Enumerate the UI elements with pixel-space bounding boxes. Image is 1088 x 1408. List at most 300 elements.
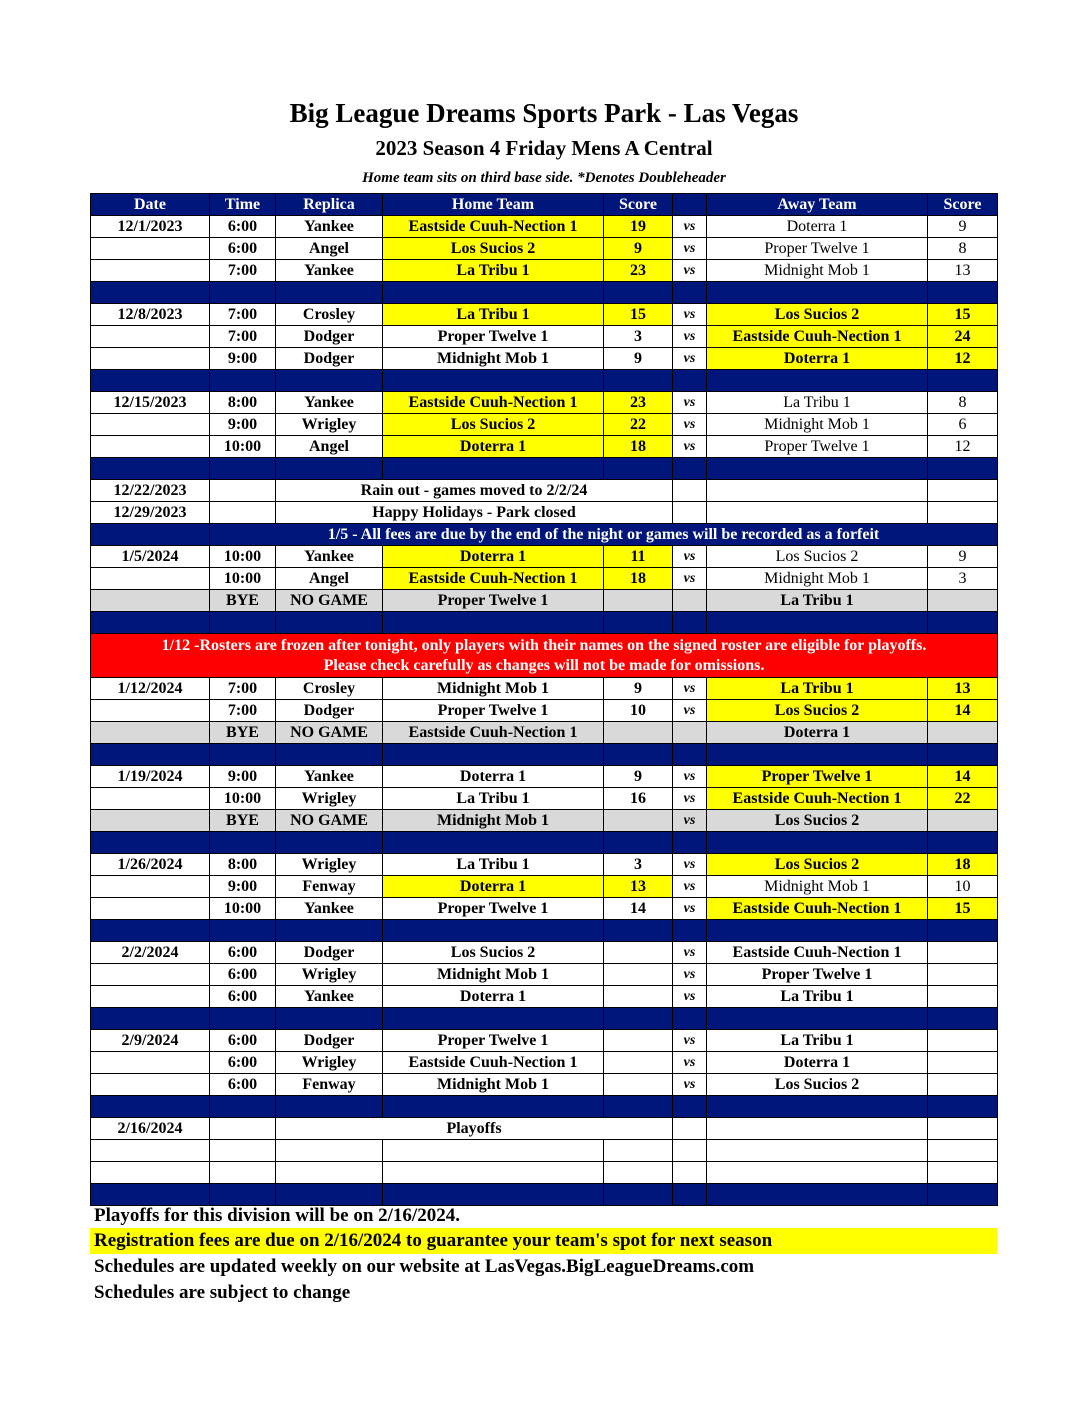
away-team-cell: Los Sucios 2 [707, 854, 928, 876]
away-team-cell: Doterra 1 [707, 1052, 928, 1074]
date-cell [91, 590, 210, 612]
separator-cell [673, 1096, 707, 1118]
away-score-cell [928, 722, 998, 744]
blank-row [91, 1140, 998, 1162]
blank-cell [276, 1140, 383, 1162]
away-score-cell [928, 590, 998, 612]
separator-cell [276, 1008, 383, 1030]
game-row [91, 436, 998, 458]
away-team-cell: La Tribu 1 [707, 986, 928, 1008]
vs-cell: vs [673, 546, 707, 568]
separator-cell [276, 832, 383, 854]
game-row [91, 414, 998, 436]
time-cell: 7:00 [210, 678, 276, 700]
home-score-cell: 10 [604, 700, 673, 722]
game-row [91, 238, 998, 260]
separator-cell [210, 1008, 276, 1030]
home-team-cell: Midnight Mob 1 [383, 678, 604, 700]
separator-cell [707, 458, 928, 480]
date-cell [91, 436, 210, 458]
vs-cell: vs [673, 1074, 707, 1096]
away-team-cell: Los Sucios 2 [707, 1074, 928, 1096]
separator-cell [673, 612, 707, 634]
away-score-cell [928, 502, 998, 524]
home-score-cell [604, 986, 673, 1008]
separator-cell [928, 282, 998, 304]
time-cell: BYE [210, 810, 276, 832]
field-cell: Angel [276, 436, 383, 458]
separator-cell [276, 370, 383, 392]
game-row [91, 678, 998, 700]
game-row [91, 546, 998, 568]
blank-cell [928, 1140, 998, 1162]
game-row [91, 766, 998, 788]
week-separator [91, 1008, 998, 1030]
message-cell: Playoffs [276, 1118, 673, 1140]
game-row [91, 326, 998, 348]
footer-registration: Registration fees are due on 2/16/2024 to guarantee your team's spot for next season [90, 1228, 997, 1254]
field-cell: Yankee [276, 392, 383, 414]
field-cell: Yankee [276, 766, 383, 788]
time-cell: 6:00 [210, 238, 276, 260]
col-home-score: Score [604, 194, 673, 216]
field-cell: Dodger [276, 326, 383, 348]
home-team-cell: Proper Twelve 1 [383, 1030, 604, 1052]
away-team-cell: Midnight Mob 1 [707, 876, 928, 898]
separator-cell [673, 458, 707, 480]
blank-cell [673, 1162, 707, 1184]
rainout-row [91, 480, 998, 502]
game-row [91, 986, 998, 1008]
away-team-cell: Doterra 1 [707, 722, 928, 744]
time-cell: 7:00 [210, 260, 276, 282]
vs-cell: vs [673, 788, 707, 810]
week-separator [91, 744, 998, 766]
separator-cell [673, 832, 707, 854]
home-score-cell: 3 [604, 854, 673, 876]
col-home-team: Home Team [383, 194, 604, 216]
home-team-cell: La Tribu 1 [383, 788, 604, 810]
home-score-cell: 18 [604, 436, 673, 458]
separator-cell [673, 282, 707, 304]
away-score-cell [928, 1074, 998, 1096]
away-score-cell [928, 1052, 998, 1074]
away-score-cell: 15 [928, 304, 998, 326]
vs-cell: vs [673, 810, 707, 832]
field-cell: Wrigley [276, 854, 383, 876]
game-row [91, 964, 998, 986]
vs-cell: vs [673, 260, 707, 282]
field-cell: Dodger [276, 942, 383, 964]
home-team-cell: Doterra 1 [383, 436, 604, 458]
date-cell: 1/26/2024 [91, 854, 210, 876]
game-row [91, 568, 998, 590]
separator-cell [707, 282, 928, 304]
time-cell: 6:00 [210, 1052, 276, 1074]
time-cell: 7:00 [210, 326, 276, 348]
away-score-cell: 8 [928, 392, 998, 414]
away-score-cell [928, 810, 998, 832]
separator-cell [210, 612, 276, 634]
time-cell: BYE [210, 722, 276, 744]
time-cell: 10:00 [210, 436, 276, 458]
separator-cell [91, 1008, 210, 1030]
game-row [91, 700, 998, 722]
away-score-cell: 12 [928, 436, 998, 458]
separator-cell [604, 458, 673, 480]
away-score-cell [928, 1030, 998, 1052]
away-team-cell: Midnight Mob 1 [707, 568, 928, 590]
week-separator [91, 920, 998, 942]
away-team-cell: Los Sucios 2 [707, 810, 928, 832]
time-cell: 7:00 [210, 700, 276, 722]
separator-cell [604, 920, 673, 942]
game-row [91, 392, 998, 414]
home-team-cell: Los Sucios 2 [383, 414, 604, 436]
time-cell: 10:00 [210, 568, 276, 590]
away-team-cell [707, 480, 928, 502]
page-title: Big League Dreams Sports Park - Las Vegas [289, 98, 799, 128]
separator-cell [604, 744, 673, 766]
home-team-cell: Los Sucios 2 [383, 238, 604, 260]
separator-cell [383, 920, 604, 942]
vs-cell: vs [673, 766, 707, 788]
separator-cell [707, 744, 928, 766]
page-subtitle: 2023 Season 4 Friday Mens A Central [375, 136, 713, 160]
home-team-cell: Midnight Mob 1 [383, 348, 604, 370]
doubleheader-note: Home team sits on third base side. *Denotes Doubleheader [362, 170, 726, 186]
date-cell: 1/19/2024 [91, 766, 210, 788]
time-cell: 6:00 [210, 986, 276, 1008]
away-team-cell: Eastside Cuuh-Nection 1 [707, 942, 928, 964]
roster-notice-line2: Please check carefully as changes will not be made for omissions. [323, 656, 765, 674]
col-vs [673, 194, 707, 216]
game-row [91, 1052, 998, 1074]
vs-cell: vs [673, 392, 707, 414]
home-score-cell [604, 942, 673, 964]
away-score-cell: 9 [928, 546, 998, 568]
field-cell: Wrigley [276, 414, 383, 436]
date-cell [91, 898, 210, 920]
separator-cell [604, 1008, 673, 1030]
date-cell: 12/29/2023 [91, 502, 210, 524]
message-cell: Rain out - games moved to 2/2/24 [276, 480, 673, 502]
away-score-cell: 18 [928, 854, 998, 876]
game-row [91, 1030, 998, 1052]
vs-cell: vs [673, 964, 707, 986]
game-row [91, 942, 998, 964]
separator-cell [383, 1008, 604, 1030]
away-team-cell: Midnight Mob 1 [707, 260, 928, 282]
home-team-cell: Midnight Mob 1 [383, 964, 604, 986]
blank-cell [673, 1140, 707, 1162]
home-score-cell: 11 [604, 546, 673, 568]
away-team-cell: La Tribu 1 [707, 1030, 928, 1052]
vs-cell: vs [673, 678, 707, 700]
away-score-cell: 6 [928, 414, 998, 436]
home-score-cell: 9 [604, 678, 673, 700]
field-cell: NO GAME [276, 722, 383, 744]
away-team-cell: Los Sucios 2 [707, 304, 928, 326]
away-team-cell: Los Sucios 2 [707, 700, 928, 722]
date-cell [91, 260, 210, 282]
away-team-cell: Eastside Cuuh-Nection 1 [707, 898, 928, 920]
blank-cell [383, 1162, 604, 1184]
blank-cell [928, 1162, 998, 1184]
separator-cell [928, 744, 998, 766]
away-team-cell: La Tribu 1 [707, 392, 928, 414]
away-team-cell: La Tribu 1 [707, 678, 928, 700]
blank-cell [383, 1140, 604, 1162]
time-cell: 8:00 [210, 854, 276, 876]
home-team-cell: La Tribu 1 [383, 854, 604, 876]
away-score-cell [928, 1118, 998, 1140]
date-cell [91, 700, 210, 722]
away-team-cell: Eastside Cuuh-Nection 1 [707, 326, 928, 348]
game-row [91, 854, 998, 876]
home-score-cell [604, 1074, 673, 1096]
date-cell: 1/12/2024 [91, 678, 210, 700]
blank-cell [91, 1162, 210, 1184]
blank-cell [210, 1140, 276, 1162]
away-score-cell: 24 [928, 326, 998, 348]
home-team-cell: Doterra 1 [383, 546, 604, 568]
blank-cell [604, 1140, 673, 1162]
home-score-cell: 19 [604, 216, 673, 238]
game-row [91, 216, 998, 238]
field-cell: Wrigley [276, 788, 383, 810]
away-score-cell [928, 942, 998, 964]
away-score-cell: 10 [928, 876, 998, 898]
field-cell: Yankee [276, 986, 383, 1008]
time-cell: 10:00 [210, 546, 276, 568]
date-cell [91, 722, 210, 744]
away-team-cell: Proper Twelve 1 [707, 964, 928, 986]
date-cell: 12/15/2023 [91, 392, 210, 414]
away-score-cell: 8 [928, 238, 998, 260]
separator-cell [91, 920, 210, 942]
time-cell: 9:00 [210, 348, 276, 370]
separator-cell [210, 920, 276, 942]
col-time: Time [210, 194, 276, 216]
col-away-score: Score [928, 194, 998, 216]
schedule-table [90, 193, 998, 1206]
time-cell: 9:00 [210, 766, 276, 788]
footer-website: Schedules are updated weekly on our website at LasVegas.BigLeagueDreams.com [94, 1256, 755, 1277]
footer-disclaimer: Schedules are subject to change [94, 1282, 351, 1303]
vs-cell: vs [673, 1052, 707, 1074]
separator-cell [91, 612, 210, 634]
separator-cell [604, 282, 673, 304]
blank-cell [707, 1140, 928, 1162]
separator-cell [604, 832, 673, 854]
separator-cell [210, 458, 276, 480]
away-score-cell [928, 964, 998, 986]
separator-cell [276, 1096, 383, 1118]
separator-cell [928, 832, 998, 854]
vs-cell [673, 480, 707, 502]
home-team-cell: La Tribu 1 [383, 260, 604, 282]
date-cell [91, 1074, 210, 1096]
home-team-cell: Eastside Cuuh-Nection 1 [383, 722, 604, 744]
away-score-cell: 14 [928, 766, 998, 788]
blank-cell [91, 1140, 210, 1162]
away-score-cell: 22 [928, 788, 998, 810]
time-cell [210, 480, 276, 502]
field-cell: Yankee [276, 898, 383, 920]
date-cell [91, 810, 210, 832]
separator-cell [928, 370, 998, 392]
separator-cell [928, 612, 998, 634]
home-score-cell: 13 [604, 876, 673, 898]
away-score-cell: 9 [928, 216, 998, 238]
game-row [91, 348, 998, 370]
time-cell: 10:00 [210, 788, 276, 810]
date-cell [91, 788, 210, 810]
field-cell: Angel [276, 568, 383, 590]
home-score-cell: 18 [604, 568, 673, 590]
date-cell [91, 876, 210, 898]
playoffs-row [91, 1118, 998, 1140]
home-score-cell: 9 [604, 348, 673, 370]
col-date: Date [91, 194, 210, 216]
away-team-cell: Eastside Cuuh-Nection 1 [707, 788, 928, 810]
separator-cell [928, 920, 998, 942]
away-team-cell [707, 1118, 928, 1140]
blank-cell [707, 1162, 928, 1184]
time-cell: 9:00 [210, 414, 276, 436]
roster-notice-row [91, 634, 998, 678]
time-cell: 8:00 [210, 392, 276, 414]
home-team-cell: Proper Twelve 1 [383, 590, 604, 612]
date-cell: 2/2/2024 [91, 942, 210, 964]
away-team-cell: Midnight Mob 1 [707, 414, 928, 436]
away-score-cell: 14 [928, 700, 998, 722]
footer-playoffs: Playoffs for this division will be on 2/16/2024. [94, 1205, 460, 1226]
vs-cell: vs [673, 326, 707, 348]
time-cell: 6:00 [210, 1074, 276, 1096]
home-score-cell: 9 [604, 766, 673, 788]
separator-cell [91, 524, 210, 546]
vs-cell: vs [673, 700, 707, 722]
separator-cell [91, 370, 210, 392]
field-cell: Crosley [276, 678, 383, 700]
vs-cell: vs [673, 414, 707, 436]
away-team-cell [707, 502, 928, 524]
time-cell [210, 1118, 276, 1140]
home-score-cell [604, 1030, 673, 1052]
bye-row [91, 590, 998, 612]
separator-cell [91, 282, 210, 304]
holiday-row [91, 502, 998, 524]
away-score-cell: 12 [928, 348, 998, 370]
home-team-cell: Eastside Cuuh-Nection 1 [383, 216, 604, 238]
bye-row [91, 722, 998, 744]
time-cell: 7:00 [210, 304, 276, 326]
home-score-cell: 3 [604, 326, 673, 348]
week-separator [91, 370, 998, 392]
separator-cell [210, 282, 276, 304]
time-cell: 10:00 [210, 898, 276, 920]
vs-cell: vs [673, 436, 707, 458]
home-team-cell: Doterra 1 [383, 766, 604, 788]
away-score-cell: 13 [928, 678, 998, 700]
vs-cell: vs [673, 304, 707, 326]
separator-cell [276, 744, 383, 766]
away-team-cell: Los Sucios 2 [707, 546, 928, 568]
separator-cell [928, 1008, 998, 1030]
date-cell [91, 568, 210, 590]
vs-cell [673, 590, 707, 612]
field-cell: Dodger [276, 348, 383, 370]
away-team-cell: Proper Twelve 1 [707, 436, 928, 458]
time-cell: 6:00 [210, 964, 276, 986]
home-team-cell: Proper Twelve 1 [383, 700, 604, 722]
field-cell: Dodger [276, 1030, 383, 1052]
separator-cell [383, 458, 604, 480]
time-cell: 9:00 [210, 876, 276, 898]
separator-cell [707, 920, 928, 942]
separator-cell [276, 920, 383, 942]
separator-cell [707, 612, 928, 634]
home-team-cell: Los Sucios 2 [383, 942, 604, 964]
away-team-cell: Proper Twelve 1 [707, 766, 928, 788]
game-row [91, 1074, 998, 1096]
week-separator [91, 832, 998, 854]
separator-cell [673, 920, 707, 942]
week-separator [91, 612, 998, 634]
separator-cell [276, 458, 383, 480]
separator-cell [707, 370, 928, 392]
home-team-cell: Doterra 1 [383, 986, 604, 1008]
date-cell [91, 964, 210, 986]
vs-cell [673, 722, 707, 744]
message-cell: Happy Holidays - Park closed [276, 502, 673, 524]
separator-cell [707, 1008, 928, 1030]
col-replica: Replica [276, 194, 383, 216]
date-cell [91, 986, 210, 1008]
game-row [91, 876, 998, 898]
date-cell [91, 1052, 210, 1074]
home-team-cell: Midnight Mob 1 [383, 810, 604, 832]
away-score-cell: 15 [928, 898, 998, 920]
header-row [91, 194, 998, 216]
away-score-cell: 13 [928, 260, 998, 282]
date-cell: 12/22/2023 [91, 480, 210, 502]
separator-cell [383, 1096, 604, 1118]
separator-cell [604, 612, 673, 634]
separator-cell [707, 832, 928, 854]
home-score-cell: 22 [604, 414, 673, 436]
blank-row [91, 1162, 998, 1184]
separator-cell [383, 832, 604, 854]
game-row [91, 788, 998, 810]
separator-cell [383, 370, 604, 392]
blank-cell [210, 1162, 276, 1184]
away-score-cell: 3 [928, 568, 998, 590]
separator-cell [91, 1096, 210, 1118]
date-cell: 1/5/2024 [91, 546, 210, 568]
field-cell: Yankee [276, 216, 383, 238]
time-cell: 6:00 [210, 942, 276, 964]
home-score-cell: 23 [604, 260, 673, 282]
date-cell [91, 414, 210, 436]
separator-cell [210, 370, 276, 392]
separator-cell [928, 1096, 998, 1118]
home-score-cell [604, 964, 673, 986]
separator-cell [383, 282, 604, 304]
separator-cell [276, 282, 383, 304]
